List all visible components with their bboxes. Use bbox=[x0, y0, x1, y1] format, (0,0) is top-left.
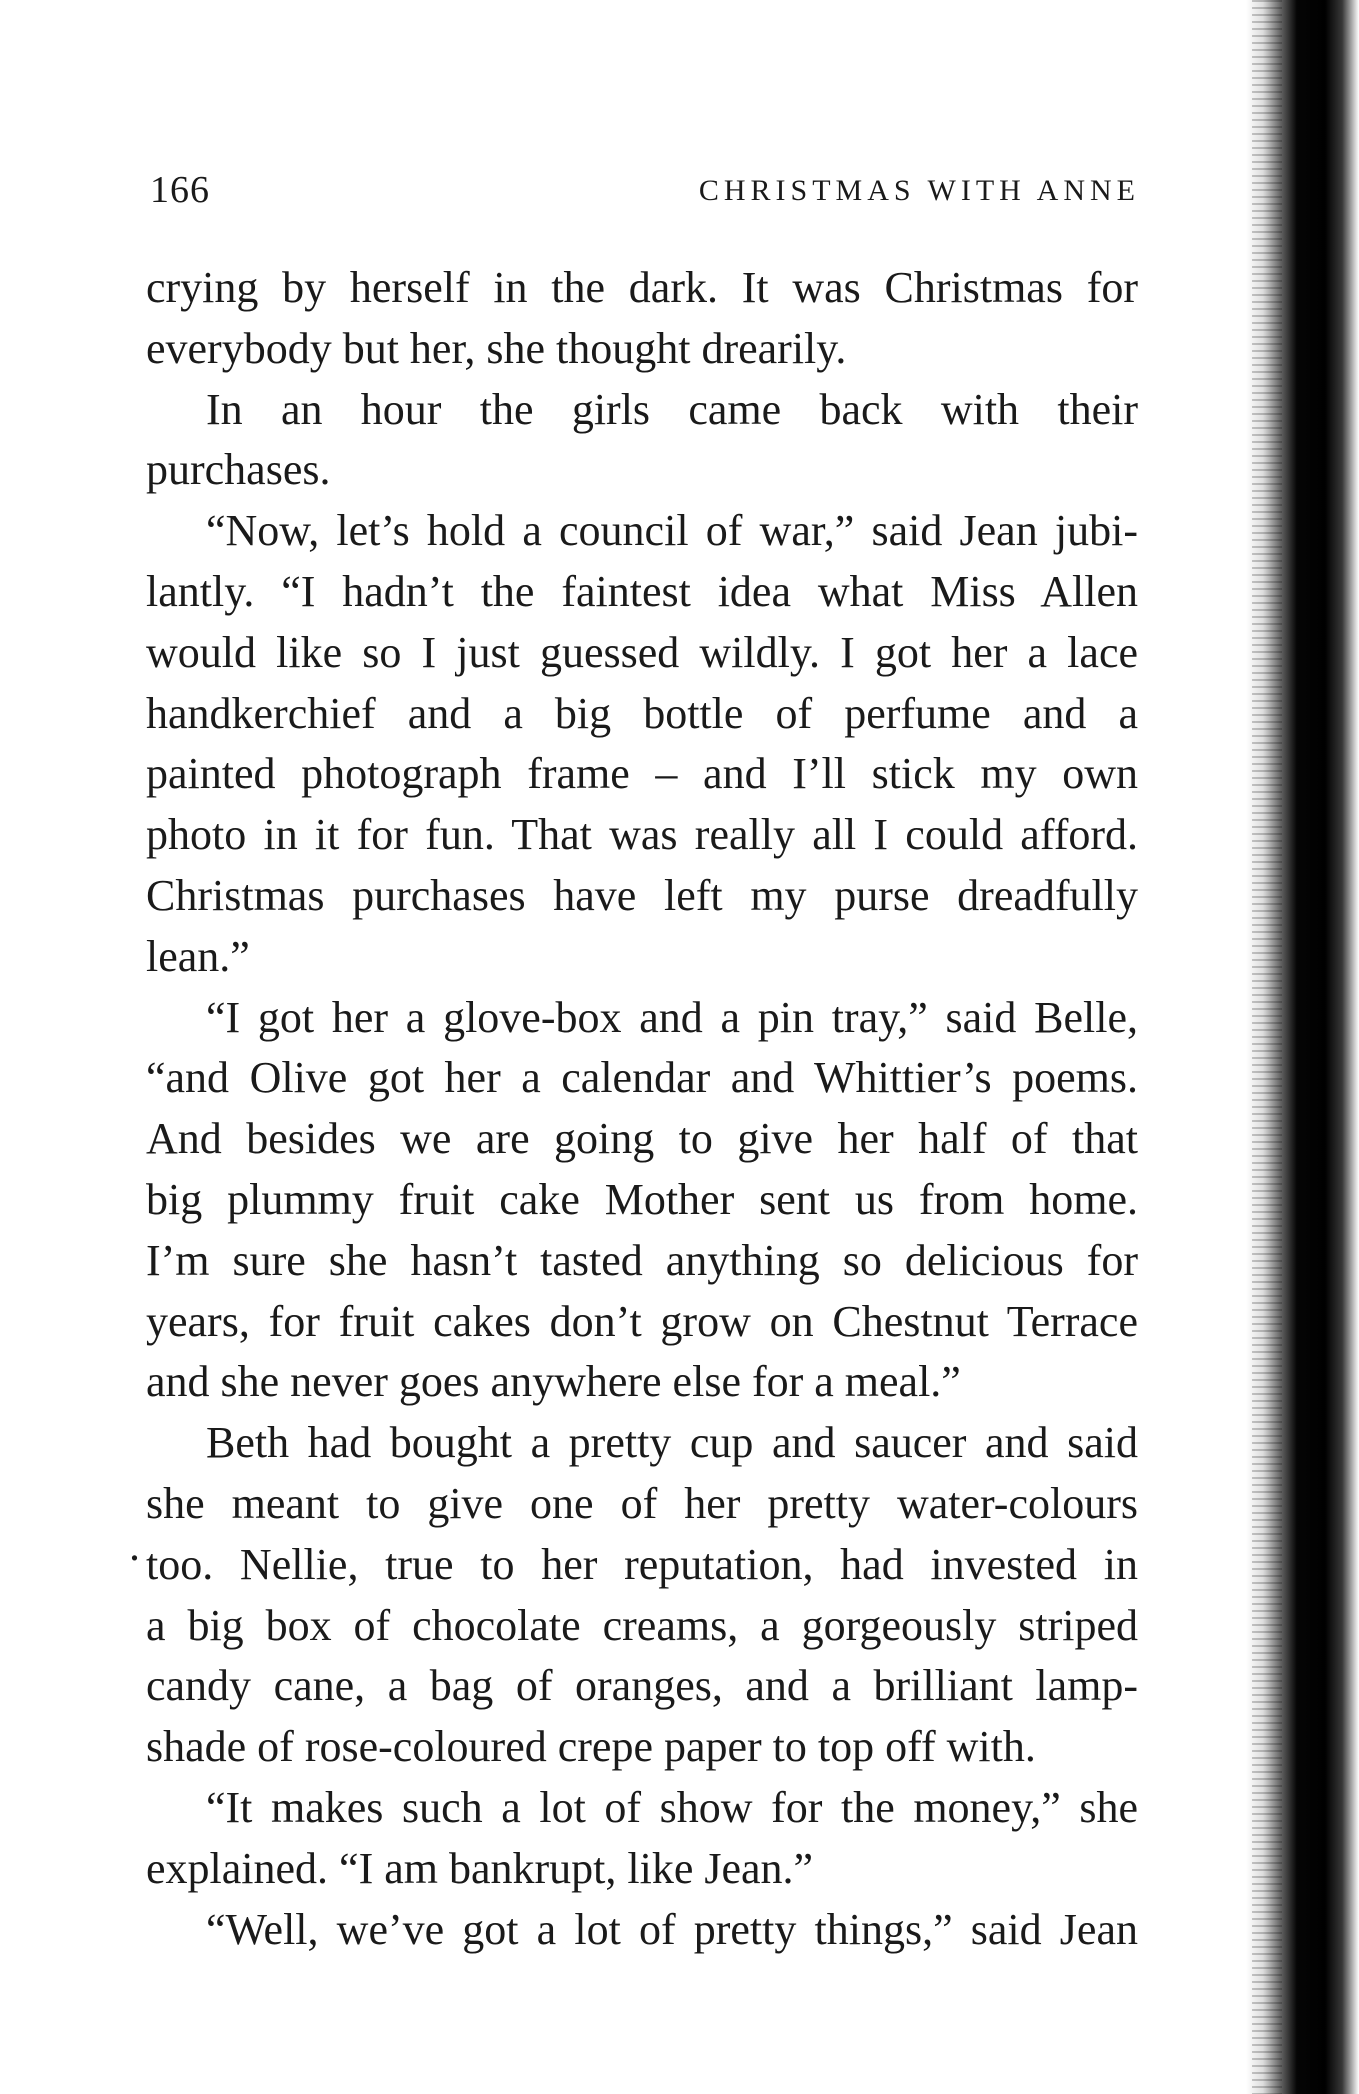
text-line: lantly. “I hadn’t the faintest idea what Miss Allen bbox=[146, 566, 1138, 616]
text-line: I’m sure she hasn’t tasted anything so delicious for bbox=[146, 1235, 1138, 1285]
text-line: lean.” bbox=[146, 931, 250, 981]
binding-gutter-texture bbox=[1252, 0, 1282, 2094]
text-line: big plummy fruit cake Mother sent us from home. bbox=[146, 1174, 1138, 1224]
text-line: everybody but her, she thought drearily. bbox=[146, 323, 847, 373]
text-line: would like so I just guessed wildly. I got her a lace bbox=[146, 627, 1138, 677]
text-line: handkerchief and a big bottle of perfume and a bbox=[146, 688, 1138, 738]
text-line: painted photograph frame – and I’ll stick my own bbox=[146, 749, 1138, 799]
text-line: And besides we are going to give her half of that bbox=[146, 1114, 1138, 1164]
text-line: she meant to give one of her pretty water-colours bbox=[146, 1478, 1138, 1528]
text-line: “Well, we’ve got a lot of pretty things,” said Jean bbox=[206, 1904, 1138, 1954]
text-line: shade of rose-coloured crepe paper to top off with. bbox=[146, 1722, 1036, 1772]
text-line: crying by herself in the dark. It was Christmas for bbox=[146, 263, 1138, 312]
text-line: In an hour the girls came back with their bbox=[206, 384, 1138, 434]
page-number: 166 bbox=[150, 169, 210, 211]
text-line: Beth had bought a pretty cup and saucer and said bbox=[206, 1418, 1138, 1468]
text-line: a big box of chocolate creams, a gorgeously striped bbox=[146, 1600, 1138, 1650]
text-line: explained. “I am bankrupt, like Jean.” bbox=[146, 1843, 814, 1893]
text-line: years, for fruit cakes don’t grow on Chestnut Terrace bbox=[146, 1296, 1138, 1346]
text-line: “and Olive got her a calendar and Whittier’s poems. bbox=[146, 1053, 1138, 1103]
page-header bbox=[150, 168, 1140, 218]
text-line: and she never goes anywhere else for a meal.” bbox=[146, 1357, 961, 1407]
text-line: “I got her a glove-box and a pin tray,” said Belle, bbox=[206, 992, 1138, 1042]
text-line: too. Nellie, true to her reputation, had invested in bbox=[146, 1539, 1138, 1589]
body-text bbox=[146, 258, 1138, 1960]
stray-mark: . bbox=[129, 1521, 140, 1570]
text-line: photo in it for fun. That was really all I could afford. bbox=[146, 810, 1138, 860]
text-line: “It makes such a lot of show for the money,” she bbox=[206, 1782, 1138, 1832]
text-line: Christmas purchases have left my purse dreadfully bbox=[146, 870, 1138, 920]
running-head: CHRISTMAS WITH ANNE bbox=[698, 174, 1140, 207]
text-line: candy cane, a bag of oranges, and a brilliant lamp- bbox=[146, 1661, 1138, 1711]
text-line: “Now, let’s hold a council of war,” said Jean jubi- bbox=[206, 506, 1138, 556]
text-line: purchases. bbox=[146, 445, 331, 495]
